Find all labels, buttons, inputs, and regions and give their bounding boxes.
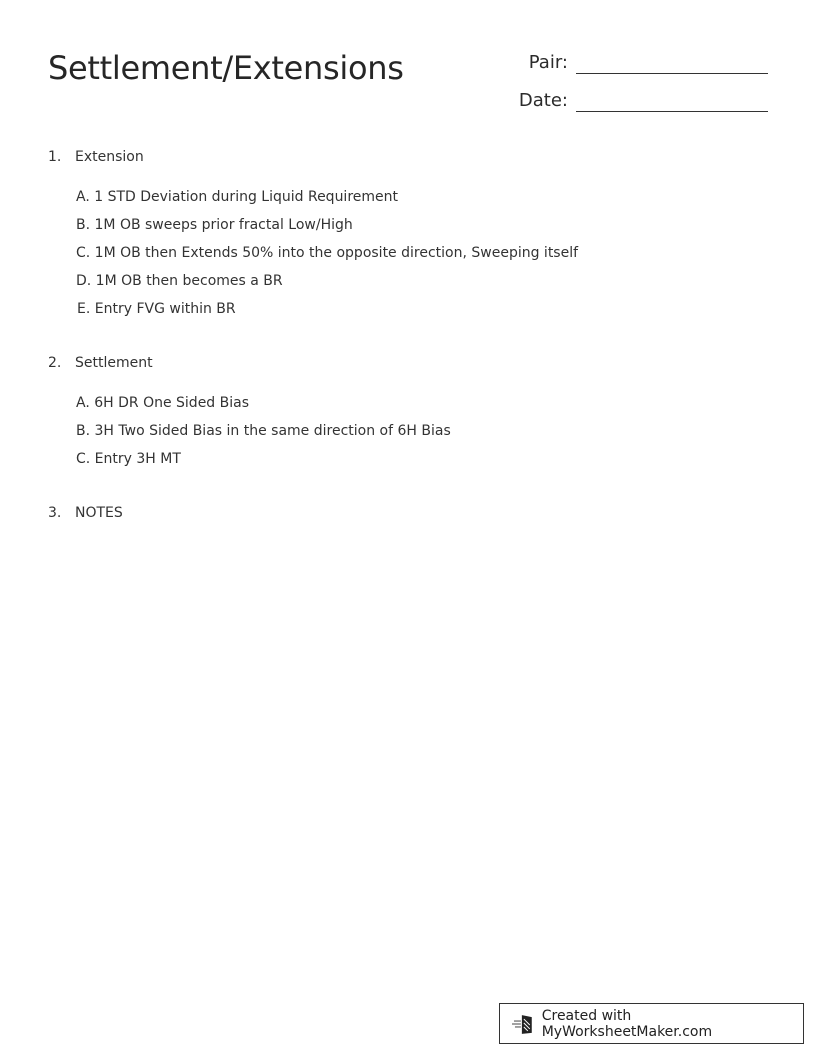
list-item: A. 1 STD Deviation during Liquid Requirement xyxy=(76,189,398,205)
pair-input-line[interactable] xyxy=(576,53,768,74)
date-input-line[interactable] xyxy=(576,91,768,112)
list-item: C. Entry 3H MT xyxy=(76,451,181,467)
section-settlement-heading xyxy=(48,354,153,372)
footer-text: Created with MyWorksheetMaker.com xyxy=(541,1007,713,1040)
section-number: 1. xyxy=(48,149,62,165)
created-with-badge[interactable] xyxy=(499,1003,804,1044)
list-item: D. 1M OB then becomes a BR xyxy=(76,273,283,289)
section-title: Extension xyxy=(75,149,144,165)
section-title: Settlement xyxy=(75,355,153,371)
date-field xyxy=(498,90,768,112)
section-number: 3. xyxy=(48,505,62,521)
section-notes-heading xyxy=(48,504,123,522)
section-extension-heading xyxy=(48,148,144,166)
list-item: B. 3H Two Sided Bias in the same direction of 6H Bias xyxy=(76,423,451,439)
page-title: Settlement/Extensions xyxy=(48,49,404,87)
date-label: Date: xyxy=(518,90,568,111)
section-title: NOTES xyxy=(75,505,123,521)
list-item: E. Entry FVG within BR xyxy=(77,301,236,317)
pair-field xyxy=(498,52,768,74)
section-number: 2. xyxy=(48,355,62,371)
list-item: A. 6H DR One Sided Bias xyxy=(76,395,250,411)
worksheet-logo-icon xyxy=(512,1013,536,1035)
list-item: C. 1M OB then Extends 50% into the opposite direction, Sweeping itself xyxy=(76,245,579,261)
list-item: B. 1M OB sweeps prior fractal Low/High xyxy=(76,217,353,233)
pair-label: Pair: xyxy=(528,52,568,73)
